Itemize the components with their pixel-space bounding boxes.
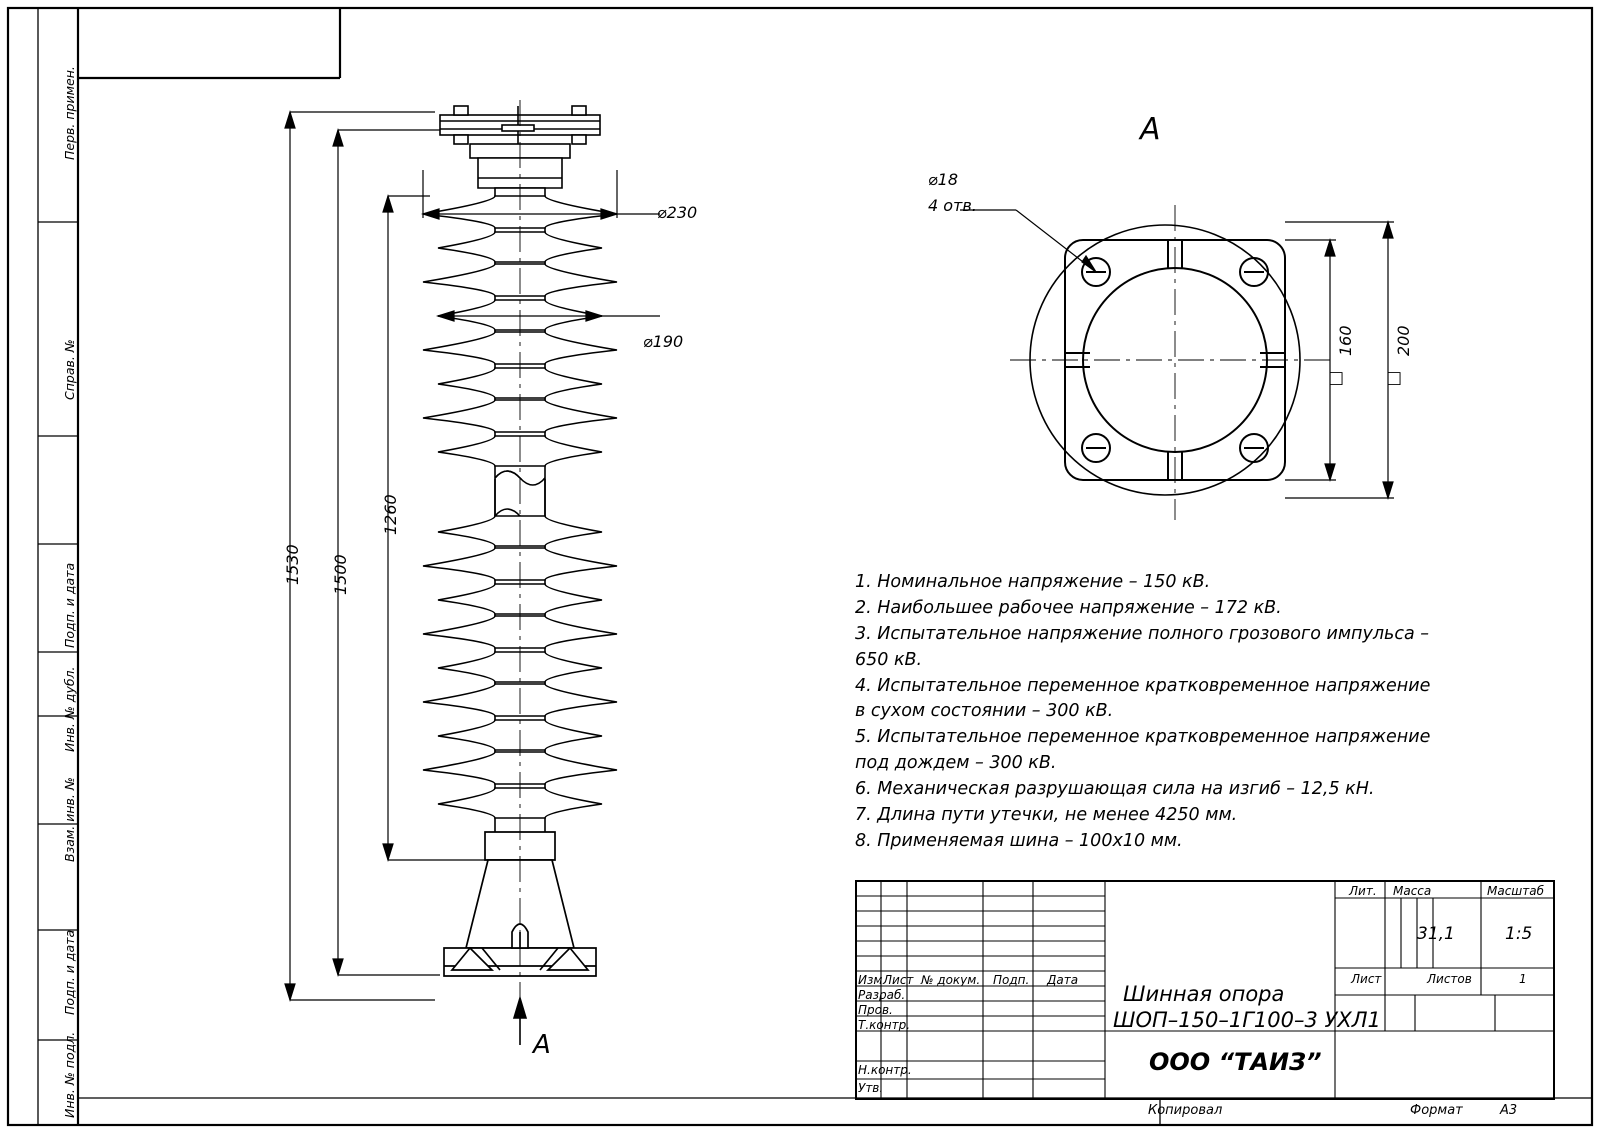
drawing-title-line1: Шинная опора (1123, 982, 1285, 1006)
value-listov: 1 (1519, 972, 1527, 986)
margin-label-4: Взам. инв. № (62, 777, 77, 862)
square-symbol-160: □ (1328, 368, 1345, 388)
note-5-cont: под дождем – 300 кВ. (855, 753, 1057, 774)
company-name: ООО “ТАИЗ” (1149, 1048, 1322, 1076)
row-razrab: Разраб. (858, 988, 906, 1002)
square-symbol-200: □ (1386, 368, 1403, 388)
row-tkontr: Т.контр. (858, 1018, 911, 1032)
note-6: 6. Механическая разрушающая сила на изгиб – 12,5 кН. (855, 779, 1375, 800)
row-prov: Пров. (858, 1003, 893, 1017)
margin-label-1: Справ. № (62, 339, 77, 400)
dim-1530: 1530 (283, 544, 302, 585)
col-docum: № докум. (921, 973, 981, 987)
dim-200: 200 (1394, 325, 1413, 356)
dim-1260: 1260 (381, 494, 400, 535)
section-label-bottom: A (533, 1030, 551, 1060)
note-4: 4. Испытательное переменное кратковременное напряжение (855, 675, 1431, 696)
note-1: 1. Номинальное напряжение – 150 кВ. (855, 572, 1211, 592)
margin-label-6: Инв. № подл. (62, 1031, 77, 1118)
mass-value: 31,1 (1417, 924, 1455, 944)
dim-160: 160 (1336, 325, 1355, 356)
section-view-a (900, 110, 1460, 530)
margin-label-0: Перв. примен. (62, 66, 77, 160)
format-label: Формат (1410, 1103, 1463, 1118)
header-masshtab: Масштаб (1487, 884, 1545, 898)
hole-note-line2: 4 отв. (928, 196, 977, 215)
label-list: Лист (1351, 972, 1382, 986)
copy-label: Копировал (1148, 1103, 1223, 1118)
col-podp: Подп. (993, 973, 1030, 987)
drawing-title-line2: ШОП–150–1Г100–3 УХЛ1 (1113, 1008, 1381, 1032)
col-list: Лист (883, 973, 914, 987)
header-massa: Масса (1393, 884, 1432, 898)
dim-diameter-190: ⌀190 (643, 332, 684, 351)
row-utv: Утв. (858, 1081, 884, 1095)
note-2: 2. Наибольшее рабочее напряжение – 172 кВ. (855, 597, 1282, 618)
technical-notes (855, 570, 1545, 855)
col-data: Дата (1047, 973, 1079, 987)
note-4-cont: в сухом состоянии – 300 кВ. (855, 701, 1114, 722)
note-5: 5. Испытательное переменное кратковременное напряжение (855, 727, 1431, 748)
note-3-cont: 650 кВ. (855, 649, 923, 670)
col-izm: Изм (858, 973, 883, 987)
label-listov: Листов (1427, 972, 1472, 986)
dim-diameter-230: ⌀230 (657, 203, 698, 222)
margin-label-5: Подп. и дата (62, 929, 77, 1015)
format-value: A3 (1500, 1103, 1518, 1118)
title-block (855, 880, 1555, 1120)
header-lit: Лит. (1349, 884, 1377, 898)
note-8: 8. Применяемая шина – 100х10 мм. (855, 830, 1183, 851)
margin-label-2: Подп. и дата (62, 562, 77, 648)
note-3: 3. Испытательное напряжение полного грозового импульса – (855, 623, 1429, 644)
scale-value: 1:5 (1505, 924, 1533, 944)
hole-note-line1: ⌀18 (928, 170, 958, 189)
dim-1500: 1500 (331, 554, 350, 595)
section-label-top: A (1140, 112, 1161, 147)
row-nkontr: Н.контр. (858, 1063, 912, 1077)
note-7: 7. Длина пути утечки, не менее 4250 мм. (855, 805, 1238, 826)
margin-label-3: Инв. № дубл. (62, 666, 77, 752)
